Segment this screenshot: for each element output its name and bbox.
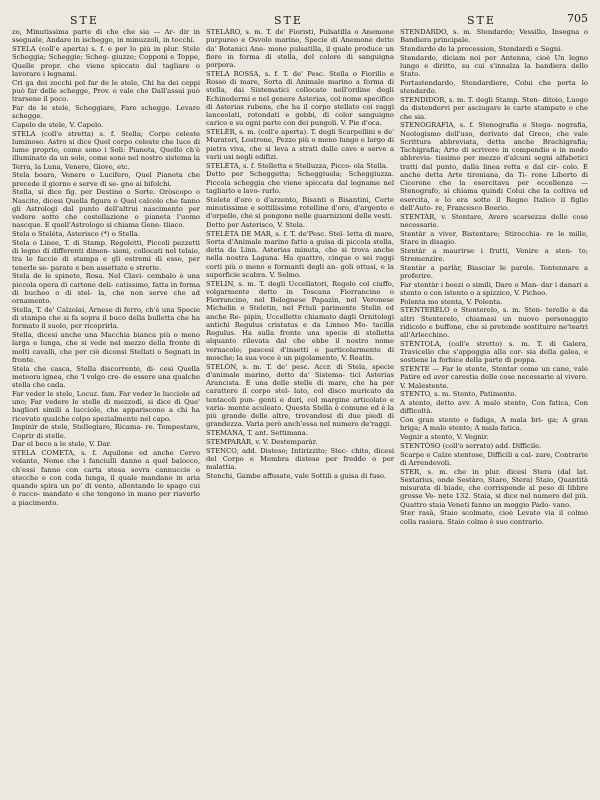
dictionary-entry: STELÒN, s. m. T. de' pesc. Accr. di Stela, specie d'animale marino, detto da' Sistema- tici Asterias Arancista. È una delle stelle di mare, che ha per carattere il corpo stel- lato, col disco muricato da tentacoli pun- genti e duri, col margine articolato e varia- mente aculeato. Questa Stella è comune ed è la più grande delle altre, trovandosi di due piedi di grandezza. Varia però anch'essa nel numero de'raggi. xyxy=(206,362,394,429)
dictionary-entry: STELIN, s. m. T. degli Uccellatori, Regolo col ciuffo, volgarmente detto in Toscana Fiorrancino o Fiorrancino, nel Bolognese Papazìn, nel Veronese Michelin o Steletin, nel Friuli parimente Stelin ed anche Re- pipin, Uccelletto chiamato dagli Ornitologi antichi Regulus cristatus e da Linneo Mo- tacilla Regulus. Ha sulla fronte una specie di stelletta alquanto rilevata dal che ebbe il nostro nome vernacolo; pascesi d'insetti e particolarmente di mosche; la sua voce è un pigolamento, V. Reatin. xyxy=(206,279,394,362)
dictionary-entry: STELÀRO, s. m. T. de' Fioristi, Pulsatilla o Anemone purpureo e Osvolo marino, Specie di Anemone detto da' Botanici Ane- mone pulsatilla, il quale produce un fiore in forma di stella, del colore di sanguigna porpora. xyxy=(206,28,394,69)
dictionary-entry: STER, s. m. che in plur. dicesi Stera (dal lat. Sextarius, onde Sestàro, Staro, Stera) Staio, Quantità misurata di biade, che corrisponde al peso di libbre grosse Ve- nete 132. Staia, si dice nel numero del più. Quattro staia Veneti fanno un moggio Pado- vano. xyxy=(400,467,588,509)
dictionary-entry: STELA ROSSA, s. f. T. de' Pesc. Stella o Fiorillo e Rosso di mare, Sorta di Animale marino a forma di stella, dai Sistematici collocato nell'ordine degli Echinodermi e nel genere Asterias, col nome specifico di Asterias rubens, che ha il corpo stellato coi raggi lanceolati, rotondati e gobbi, di color sanguigno carico e su ogni parte con dei pungoli. V. Pie d'oca. xyxy=(206,69,394,128)
dictionary-entry: STENTO, s. m. Stento, Patimento. xyxy=(400,390,517,399)
dictionary-entry: zo, Minutissima parte di che che sia — Ar- dir in sseguale, Andare in ischegge, in minuzzoli, in tocchi. xyxy=(12,28,200,45)
dictionary-entry: Stella, dicesi anche una Macchia bianca più o meno larga e lunga, che si vede nel mezzo della fronte di molti cavalli, che per ciò diconsi Stellati o Segnati in fronte. xyxy=(12,331,200,364)
dictionary-entry: Stela o Linee, T. di Stamp. Regoletti, Piccoli pezzetti di legno di differenti dimen- sioni, collocati nel telaio, tra le faccie di stampa e gli estremi di esso, per tenerle se- parate e ben assettate e strette. xyxy=(12,238,200,272)
dictionary-entry: Impinir de stele, Stellegiare, Ricama- re. Tempestare, Coprir di stelle. xyxy=(12,423,200,440)
column-left xyxy=(12,28,200,800)
dictionary-entry: Stendardo, diciam noi per Antenna, cioè Un legno lungo e diritto, su cui s'innalza la bandiera dello Stato. xyxy=(400,53,588,79)
dictionary-entry: A stento, detto avv. A malo stento, Con fatica, Con difficoltà. xyxy=(400,399,588,416)
dictionary-entry: Far stentàr i beezi o simili, Dare o Man- dar i danari a stento o con istento o a spizzico, V. Pichoo. xyxy=(400,280,588,297)
dictionary-entry: STELÈTA DE MAR, s. f. T. de'Pesc. Stel- letta di mare, Sorta d'Animale marino fatto a guisa di piccola stella, detta da Linn. Asterias minuta, che si trova anche nella nostra Laguna. Ha quattro, cinque o sei raggi corti più o meno e formanti degli an- goli ottusi, e la superficie scabra. V. Selmo. xyxy=(206,229,394,279)
page-number: 705 xyxy=(567,12,588,25)
dictionary-entry: STEMPARÀR, v. V. Destemparàr. xyxy=(206,437,318,446)
dictionary-entry: STENTERÈLO o Stenterelo, s. m. Sten- terello e da altri Stenterelo, chiamasi un nuovo personaggio ridicolo e buffone, che si pretende sostituire ne'teatri all'Arlecchino. xyxy=(400,306,588,339)
dictionary-entry: Stela de le spinete, Rosa. Nel Clavi- cembalo è una piccola opera di cartone deli- catissimo, fatta in forma di bucheo o di stel- la, che non serve che ad ornamento. xyxy=(12,272,200,305)
dictionary-entry: Scarpe e Calze stentose, Difficili a cal- zare, Contrarie di Arrendevoli. xyxy=(400,450,588,467)
dictionary-entry: Stela o Steléta, Asterisco (*) o Stella. xyxy=(12,230,140,238)
dictionary-entry: STEMÀNA, T. ant. Settimana. xyxy=(206,429,308,437)
dictionary-entry: Stelete d'oro o d'arzento, Bisanti o Bisantini, Certe minutissime e sottilissime rotelline d'oro, d'argento o d'orpello, che si pongono nelle guarnizioni delle vesti. xyxy=(206,195,394,220)
header-left-keyword: STE xyxy=(70,14,99,27)
dictionary-entry: Con gran stento o fadiga, A mala bri- ga; A gran briga; A malo stento; A mala fatica. xyxy=(400,416,588,433)
dictionary-entry: STÈNTOLA, (coll'e stretto) s. m. T. di Galera, Travicello che s'appoggia alla cor- sia della galea, e sostiene la forbice della parte di poppa. xyxy=(400,339,588,365)
dictionary-entry: Polenta mo stenta, V. Polenta. xyxy=(400,297,503,306)
dictionary-entry: Stella, T. de' Calzolai, Arnese di ferro, ch'è una Specie di stampa che si fa sopra il buco della bulletta che ha formato il suolo, per ricoprirla. xyxy=(12,305,200,331)
dictionary-entry: Stela che casca, Stella discorrente, di- cesi Quella meteora ignea, che 'l volgo cre- de essere una qualche stella che cada. xyxy=(12,364,200,389)
dictionary-entry: STENCO, add. Disteso; Intirizzito; Stec- chito, dicesi del Corpo e Membra distese per freddo o per malattia. xyxy=(206,446,394,471)
dictionary-entry: Stella, si dice fig. per Destino o Sorte. Oròscopo o Nascito, dicesi Quella figura o Quel calcolo che fanno gli Astrologi dal punto dell'altrui nascimento per vedere sotto che costellazione o pianeta l'uomo nascque. E quell'Astrologo si chiama Gene- tliaco. xyxy=(12,188,200,230)
dictionary-entry: Stela boara, Venere o Lucifero, Quel Pianeta che precede il giorno e serve di se- gno ai bifolchi. xyxy=(12,171,200,188)
text-columns xyxy=(12,28,592,800)
dictionary-entry: STENDIDOR, s. m. T. degli Stamp. Sten- ditoio, Luogo da distendervi per asciugare le carte stampate o che che sia. xyxy=(400,96,588,121)
dictionary-entry: STELA (coll'e stretta) s. f. Stella; Corpo celeste luminoso. Astro si dice Quel corpo celeste che luce di lume proprio, come sono i Soli: Pianeta, Quello ch'è illuminato da un sole, come sono nel nostro sistema la Terra, la Luna, Venere, Giove, etc. xyxy=(12,129,200,171)
dictionary-entry: Detto per Scheggetta; Scheggiuola; Scheggiuzza. Piccola scheggia che viene spiccata dal legname nel tagliarlo e lavo- rarlo. xyxy=(206,170,394,195)
dictionary-entry: Ster rasà, Staio scolmato, cioè Levato via il colmo colla rasiera. Staio colmo è suo contrario. xyxy=(400,509,588,526)
dictionary-entry: Stentàr a viver, Bistentare; Stirocchia- re le mille, Stare in disagio. xyxy=(400,229,588,246)
dictionary-entry: STENDARDO, s. m. Stendardo; Vessillo, Insegna o Bandiera principale. xyxy=(400,28,588,45)
column-right xyxy=(400,28,588,800)
dictionary-entry: Stendardo de la procession, Stendardi e Segni. xyxy=(400,45,563,53)
header-right-keyword: STE xyxy=(467,14,496,27)
dictionary-entry: STELÈTA, s. f. Stelletta e Stelluzza, Picco- ola Stella. xyxy=(206,161,389,170)
dictionary-entry: Stenchi, Gambe affusate, vale Sottili a guisa di fuso. xyxy=(206,471,386,480)
dictionary-entry: STENTE — Far le stente, Stentar come un cane, vale Patire ed aver carestia delle cose necessarie al vivere. V. Malestente. xyxy=(400,365,588,390)
dictionary-entry: Vegnir a stento, V. Vegnir. xyxy=(400,433,489,441)
dictionary-entry: STENTÀR, v. Stentare, Avere scarsezza delle cose necessarie. xyxy=(400,212,588,229)
dictionary-entry: Stentàr a maurirse i frutti, Venire a sten- to; Stremenzire. xyxy=(400,246,588,263)
dictionary-entry: Far de le stele, Scheggiare, Fare schegge. Levare schegge. xyxy=(12,103,200,120)
dictionary-entry: STENOGRAFIA, s. f. Stenografia o Stega- nografia, Neologismo dell'uso, derivato dal Greco, che vale Scrittura abbreviata, detta anche Brachigrafia; Tachigrafia; Arte di scrivere in compendio e in modo abbrevia- tissimo per mezzo d'alcuni segni alfabetici tratti dal punto, dalla linea retta e dal cir- colo. È anche detta Arte tironiana, da Ti- rone Liberto di Cicerone che la esercitava per eccellenza — Stenografo, si chiama quindi Colui che la coltiva ed esercita, e lo era sotto il Regno Italico il figlio dell'Auto- re, Francesco Boerio. xyxy=(400,121,588,212)
dictionary-entry: Portastendardo, Stendardiere, Colui che porta lo stendardo. xyxy=(400,79,588,96)
column-middle xyxy=(206,28,394,800)
dictionary-entry: STENTÒSO (coll'o serrato) add. Difficile. xyxy=(400,441,542,450)
dictionary-entry: Capelo de stele, V. Capelo. xyxy=(12,120,104,129)
dictionary-entry: Detto per Asterisco, V. Stela. xyxy=(206,220,306,229)
dictionary-entry: STELA (coll'e aperta) s. f. e per lo più in plur. Stele Scheggia; Scheggie; Scheg- giuzze; Copponi e Toppe, Quelle propr. che viene spiccato dal tagliare o lavorare i legnami. xyxy=(12,45,200,78)
header-middle-keyword: STE xyxy=(274,14,303,27)
dictionary-entry: STELA COMETA, s. f. Aquilone ed anche Cervo volante, Nome che i fanciulli danno a quel balocco, ch'essi fanno con carta stesa sovra cannuccie o stecche e con coda lunga, il quale mandano in aria quando spira un po' di vento, allentando lo spago cui è racco- mandato e che tengono in mano per riaverlo a piacimento. xyxy=(12,449,200,507)
dictionary-entry: Stentàr a parlàr, Biasciar le parole. Tentennare a proferire. xyxy=(400,263,588,280)
running-header xyxy=(12,6,592,28)
dictionary-entry: Cri ga dei zocchi pol far de le stele, Chi ha dei ceppi può far delle schegge, Prov. e vale che Dall'assai può trarsene il poco. xyxy=(12,78,200,103)
dictionary-entry: Dar el beco a le stele, V. Dar. xyxy=(12,440,112,449)
dictionary-entry: STELÈR, s. m. (coll'e aperta). T. degli Scarpellini e de' Muratori, Lostrone, Pezzo più o meno lungo e largo di pietra viva, che si leva a strati dalle cave e serve a varii usi negli edifizi. xyxy=(206,128,394,161)
dictionary-entry: Far veder le stele, Locuz. fam. Far veder le lucciole ad uno; Far vedere le stelle di mezzodì, si dice di Que' bagliori simili a lucciole, che appariscono a chi ha ricevuto qualche colpo spezialmente nel capo. xyxy=(12,389,200,423)
